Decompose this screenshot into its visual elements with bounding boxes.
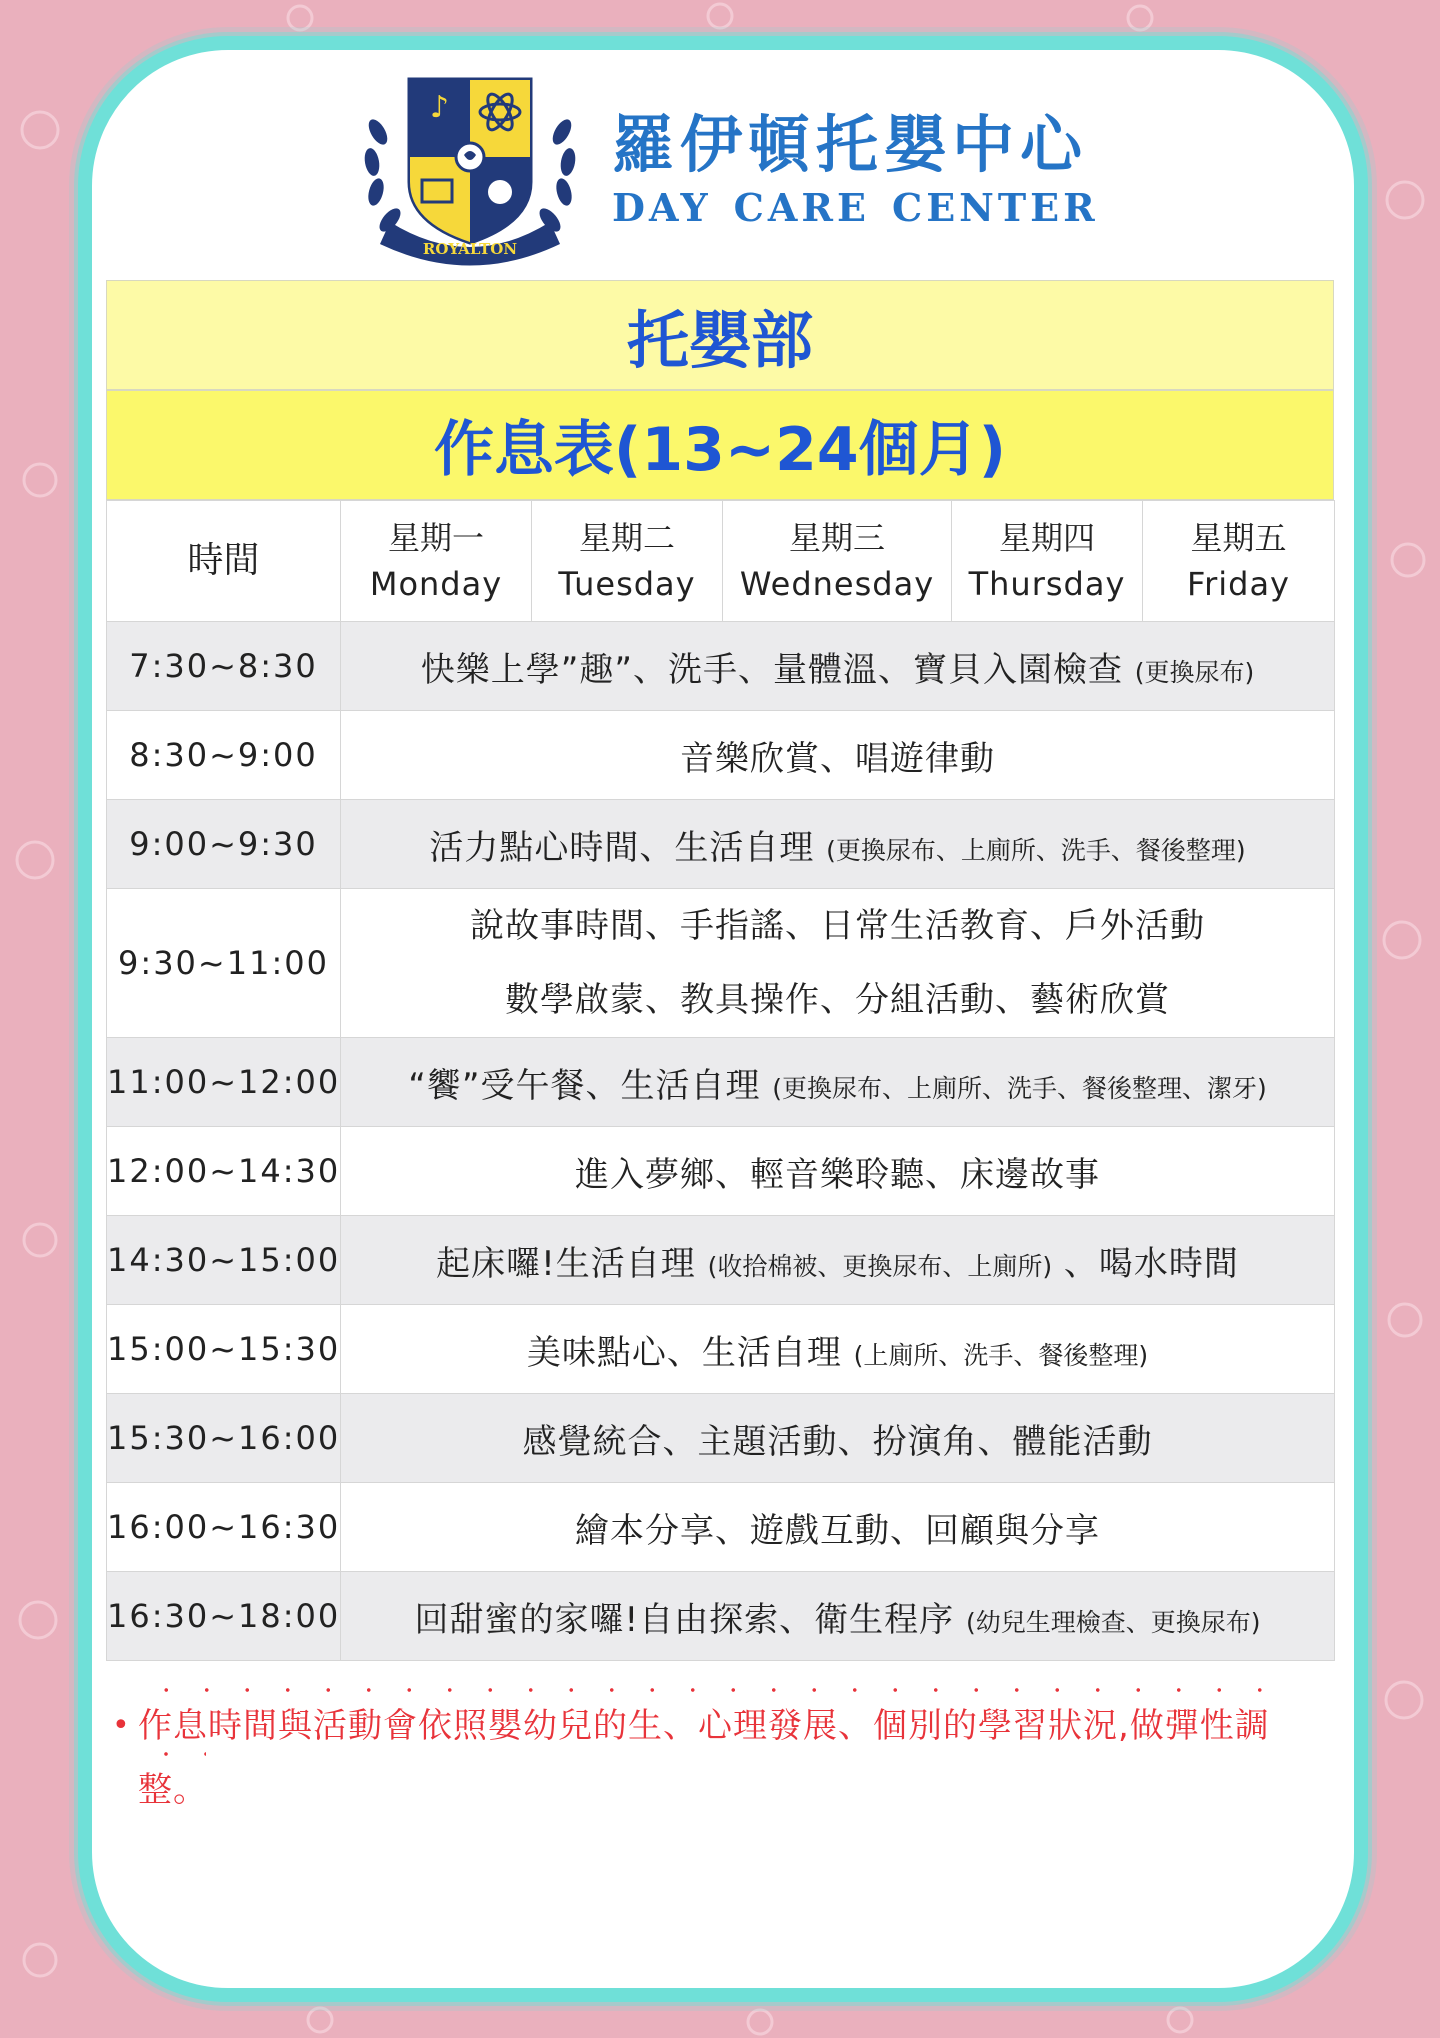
row-activity: [341, 1483, 1335, 1572]
row-time: 8:30~9:00: [107, 711, 341, 800]
row-activity: [341, 1127, 1335, 1216]
table-row: [107, 1572, 1335, 1661]
table-row: [107, 889, 1335, 1038]
row-time: 15:00~15:30: [107, 1305, 341, 1394]
row-time: 9:00~9:30: [107, 800, 341, 889]
department-title: 托嬰部: [626, 303, 813, 377]
table-row: [107, 622, 1335, 711]
table-row: [107, 800, 1335, 889]
brand-name-block: [612, 110, 1099, 232]
activity-main: 美味點心、生活自理: [526, 1332, 842, 1373]
row-activity: [341, 1305, 1335, 1394]
row-activity: [341, 800, 1335, 889]
table-row: [107, 1038, 1335, 1127]
row-activity: [341, 711, 1335, 800]
activity-main: 音樂欣賞、唱遊律動: [680, 738, 995, 779]
activity-main: 進入夢鄉、輕音樂聆聽、床邊故事: [575, 1154, 1100, 1195]
brand-word: CARE: [733, 185, 870, 230]
table-row: [107, 1305, 1335, 1394]
row-activity: [341, 889, 1335, 1038]
brand-name-en: [612, 184, 1099, 232]
schedule-title-bar: [106, 390, 1334, 500]
activity-tail: 、喝水時間: [1063, 1243, 1239, 1284]
svg-text:♪: ♪: [430, 90, 450, 125]
row-activity: [341, 1572, 1335, 1661]
emphasis-dots: [146, 1686, 1296, 1694]
row-activity: [341, 622, 1335, 711]
activity-main: 快樂上學”趣”、洗手、量體溫、寶貝入園檢查: [420, 649, 1123, 690]
activity-note: (幼兒生理檢查、更換尿布): [965, 1607, 1261, 1637]
activity-note: (更換尿布、上廁所、洗手、餐後整理): [826, 835, 1246, 865]
royalton-crest-logo: [360, 72, 580, 272]
row-time: 16:00~16:30: [107, 1483, 341, 1572]
activity-main: 回甜蜜的家囉!自由探索、衛生程序: [414, 1599, 955, 1640]
row-time: 15:30~16:00: [107, 1394, 341, 1483]
schedule-table: [106, 500, 1334, 1661]
footnote: [112, 1694, 1312, 1822]
day-name-en: Wednesday: [739, 565, 935, 603]
day-name-en: Friday: [1187, 565, 1290, 603]
row-time: 9:30~11:00: [107, 889, 341, 1038]
table-row: [107, 1127, 1335, 1216]
time-column-header: 時間: [107, 501, 341, 622]
row-activity: [341, 1216, 1335, 1305]
activity-main: 繪本分享、遊戲互動、回顧與分享: [575, 1510, 1100, 1551]
table-row: [107, 1216, 1335, 1305]
footnote-bullet: •: [112, 1708, 131, 1743]
row-time: 7:30~8:30: [107, 622, 341, 711]
row-time: 14:30~15:00: [107, 1216, 341, 1305]
brand-word: DAY: [612, 185, 712, 230]
day-name-zh: 星期一: [387, 519, 484, 557]
brand-name-cn: 羅伊頓托嬰中心: [612, 108, 1089, 181]
activity-note: (更換尿布): [1134, 657, 1255, 687]
schedule-title: 作息表(13~24個月): [433, 415, 1007, 485]
activity-note: (更換尿布、上廁所、洗手、餐後整理、潔牙): [772, 1073, 1267, 1103]
table-row: [107, 711, 1335, 800]
day-name-zh: 星期五: [1190, 519, 1287, 557]
day-header-monday: [341, 501, 532, 622]
day-header-wednesday: [723, 501, 952, 622]
department-title-bar: [106, 280, 1334, 390]
table-row: [107, 1394, 1335, 1483]
day-name-zh: 星期二: [578, 519, 675, 557]
svg-text:ROYALTON: ROYALTON: [422, 240, 518, 258]
row-activity: [341, 1038, 1335, 1127]
table-row: [107, 1483, 1335, 1572]
activity-main: 感覺統合、主題活動、扮演角、體能活動: [522, 1421, 1153, 1462]
activity-note: (收拾棉被、更換尿布、上廁所): [707, 1251, 1053, 1281]
row-time: 16:30~18:00: [107, 1572, 341, 1661]
footnote-text: 作息時間與活動會依照嬰幼兒的生、心理發展、個別的學習狀況,做彈性調整。: [138, 1706, 1270, 1810]
day-header-thursday: [952, 501, 1143, 622]
day-name-zh: 星期四: [998, 519, 1095, 557]
activity-main: 活力點心時間、生活自理: [429, 827, 815, 868]
activity-main-line2: 數學啟蒙、教具操作、分組活動、藝術欣賞: [505, 980, 1170, 1020]
activity-main: 起床囉!生活自理: [436, 1243, 696, 1284]
activity-main: “饗”受午餐、生活自理: [408, 1065, 761, 1106]
day-header-tuesday: [532, 501, 723, 622]
day-header-friday: [1143, 501, 1335, 622]
activity-main: 說故事時間、手指謠、日常生活教育、戶外活動: [470, 906, 1205, 946]
activity-note: (上廁所、洗手、餐後整理): [853, 1340, 1149, 1370]
day-name-en: Thursday: [968, 565, 1126, 603]
row-time: 12:00~14:30: [107, 1127, 341, 1216]
day-name-zh: 星期三: [788, 519, 885, 557]
day-name-en: Tuesday: [558, 565, 696, 603]
brand-header: [360, 72, 1100, 272]
row-time: 11:00~12:00: [107, 1038, 341, 1127]
row-activity: [341, 1394, 1335, 1483]
day-name-en: Monday: [369, 565, 503, 603]
brand-word: CENTER: [891, 185, 1099, 230]
